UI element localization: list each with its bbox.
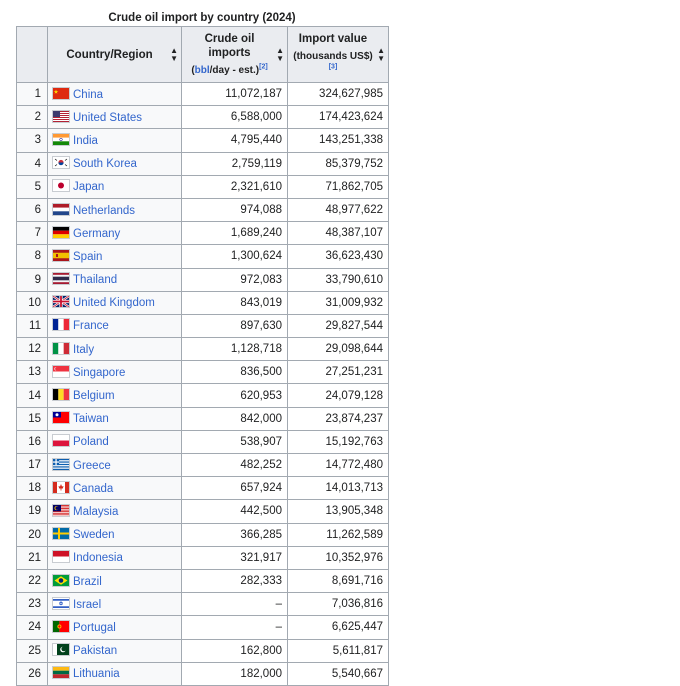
- rank-cell: 11: [17, 314, 48, 337]
- pakistan-flag-icon: [53, 644, 69, 655]
- imports-header[interactable]: [182, 27, 288, 83]
- imports-cell: 657,924: [182, 477, 288, 500]
- rank-cell: 23: [17, 593, 48, 616]
- china-flag-icon: [53, 88, 69, 99]
- country-cell: [48, 268, 182, 291]
- imports-cell: 897,630: [182, 314, 288, 337]
- value-cell: 11,262,589: [288, 523, 389, 546]
- country-cell: [48, 662, 182, 685]
- country-cell: [48, 106, 182, 129]
- singapore-flag-icon: [53, 366, 69, 377]
- imports-cell: 2,321,610: [182, 175, 288, 198]
- table-row: [17, 291, 389, 314]
- country-cell: [48, 222, 182, 245]
- taiwan-flag-icon: [53, 412, 69, 423]
- country-cell: [48, 245, 182, 268]
- table-row: [17, 593, 389, 616]
- country-link[interactable]: United Kingdom: [73, 297, 155, 310]
- value-cell: 48,977,622: [288, 198, 389, 221]
- rank-cell: 19: [17, 500, 48, 523]
- country-link[interactable]: Thailand: [73, 274, 118, 287]
- value-cell: 23,874,237: [288, 407, 389, 430]
- table-row: [17, 129, 389, 152]
- country-cell: [48, 430, 182, 453]
- imports-cell: 842,000: [182, 407, 288, 430]
- value-header-label: Import value: [298, 32, 368, 45]
- canada-flag-icon: [53, 482, 69, 493]
- imports-cell: 1,300,624: [182, 245, 288, 268]
- rank-cell: 20: [17, 523, 48, 546]
- value-cell: 5,540,667: [288, 662, 389, 685]
- rank-cell: 10: [17, 291, 48, 314]
- imports-cell: 1,689,240: [182, 222, 288, 245]
- india-flag-icon: [53, 134, 69, 145]
- table-row: [17, 500, 389, 523]
- value-cell: 8,691,716: [288, 569, 389, 592]
- country-cell: [48, 361, 182, 384]
- table-row: [17, 152, 389, 175]
- imports-unit: (bbl/day - est.)[2]: [191, 63, 268, 76]
- value-cell: 31,009,932: [288, 291, 389, 314]
- value-cell: 174,423,624: [288, 106, 389, 129]
- country-cell: [48, 314, 182, 337]
- value-cell: 6,625,447: [288, 616, 389, 639]
- table-caption: Crude oil import by country (2024): [108, 12, 296, 24]
- sort-arrows-icon[interactable]: ▲ ▼: [377, 45, 385, 63]
- japan-flag-icon: [53, 180, 69, 191]
- country-cell: [48, 175, 182, 198]
- table-row: [17, 361, 389, 384]
- country-link[interactable]: Greece: [73, 459, 111, 472]
- imports-cell: 11,072,187: [182, 83, 288, 106]
- imports-header-label: Crude oil imports: [204, 32, 255, 59]
- france-flag-icon: [53, 319, 69, 330]
- value-cell: 13,905,348: [288, 500, 389, 523]
- belgium-flag-icon: [53, 389, 69, 400]
- table-row: [17, 338, 389, 361]
- italy-flag-icon: [53, 343, 69, 354]
- country-link[interactable]: Netherlands: [73, 204, 136, 217]
- imports-cell: 974,088: [182, 198, 288, 221]
- country-header[interactable]: [48, 27, 182, 83]
- country-cell: [48, 593, 182, 616]
- rank-cell: 3: [17, 129, 48, 152]
- portugal-flag-icon: [53, 621, 69, 632]
- country-link[interactable]: India: [73, 134, 98, 147]
- lithuania-flag-icon: [53, 667, 69, 678]
- country-link[interactable]: Sweden: [73, 529, 115, 542]
- rank-cell: 8: [17, 245, 48, 268]
- table-row: [17, 662, 389, 685]
- rank-cell: 12: [17, 338, 48, 361]
- table-wrapper: [16, 10, 388, 686]
- table-row: [17, 384, 389, 407]
- imports-cell: 972,083: [182, 268, 288, 291]
- table-row: [17, 222, 389, 245]
- country-cell: [48, 639, 182, 662]
- country-link[interactable]: China: [73, 88, 104, 101]
- table-row: [17, 477, 389, 500]
- value-cell: 27,251,231: [288, 361, 389, 384]
- rank-cell: 22: [17, 569, 48, 592]
- sort-arrows-icon[interactable]: ▲ ▼: [276, 45, 284, 63]
- rank-cell: 24: [17, 616, 48, 639]
- value-unit: (thousands US$)[3]: [293, 50, 373, 71]
- rank-cell: 18: [17, 477, 48, 500]
- table-row: [17, 639, 389, 662]
- imports-cell: –: [182, 593, 288, 616]
- uk-flag-icon: [53, 296, 69, 307]
- country-cell: [48, 198, 182, 221]
- rank-cell: 6: [17, 198, 48, 221]
- country-cell: [48, 384, 182, 407]
- imports-cell: 2,759,119: [182, 152, 288, 175]
- rank-cell: 7: [17, 222, 48, 245]
- rank-cell: 17: [17, 454, 48, 477]
- rank-cell: 26: [17, 662, 48, 685]
- country-link[interactable]: Poland: [73, 436, 109, 449]
- country-cell: [48, 546, 182, 569]
- imports-cell: 538,907: [182, 430, 288, 453]
- country-link[interactable]: Portugal: [73, 621, 116, 634]
- country-link[interactable]: France: [73, 320, 109, 333]
- netherlands-flag-icon: [53, 204, 69, 215]
- table-row: [17, 430, 389, 453]
- imports-cell: 182,000: [182, 662, 288, 685]
- value-cell: 14,772,480: [288, 454, 389, 477]
- imports-cell: 843,019: [182, 291, 288, 314]
- table-row: [17, 83, 389, 106]
- value-cell: 14,013,713: [288, 477, 389, 500]
- country-cell: [48, 477, 182, 500]
- country-link[interactable]: Indonesia: [73, 552, 123, 565]
- country-cell: [48, 616, 182, 639]
- rank-cell: 1: [17, 83, 48, 106]
- rank-cell: 14: [17, 384, 48, 407]
- value-cell: 324,627,985: [288, 83, 389, 106]
- country-header-label: Country/Region: [66, 48, 153, 61]
- imports-cell: 321,917: [182, 546, 288, 569]
- malaysia-flag-icon: [53, 505, 69, 516]
- imports-cell: 4,795,440: [182, 129, 288, 152]
- rank-cell: 16: [17, 430, 48, 453]
- germany-flag-icon: [53, 227, 69, 238]
- table-body: [17, 83, 389, 686]
- value-cell: 5,611,817: [288, 639, 389, 662]
- imports-cell: 442,500: [182, 500, 288, 523]
- country-cell: [48, 454, 182, 477]
- greece-flag-icon: [53, 459, 69, 470]
- table-row: [17, 245, 389, 268]
- country-cell: [48, 500, 182, 523]
- country-link[interactable]: Italy: [73, 343, 95, 356]
- spain-flag-icon: [53, 250, 69, 261]
- rank-cell: 21: [17, 546, 48, 569]
- sweden-flag-icon: [53, 528, 69, 539]
- rank-cell: 5: [17, 175, 48, 198]
- country-cell: [48, 291, 182, 314]
- imports-cell: –: [182, 616, 288, 639]
- country-link[interactable]: Israel: [73, 598, 102, 611]
- imports-cell: 282,333: [182, 569, 288, 592]
- country-link[interactable]: Malaysia: [73, 505, 119, 518]
- imports-cell: 1,128,718: [182, 338, 288, 361]
- value-cell: 71,862,705: [288, 175, 389, 198]
- country-link[interactable]: Belgium: [73, 390, 115, 403]
- table-row: [17, 454, 389, 477]
- country-cell: [48, 152, 182, 175]
- country-cell: [48, 338, 182, 361]
- value-cell: 33,790,610: [288, 268, 389, 291]
- country-link[interactable]: Brazil: [73, 575, 102, 588]
- table-row: [17, 616, 389, 639]
- rank-cell: 9: [17, 268, 48, 291]
- value-cell: 85,379,752: [288, 152, 389, 175]
- poland-flag-icon: [53, 435, 69, 446]
- country-link[interactable]: Germany: [73, 227, 121, 240]
- country-link[interactable]: United States: [73, 111, 143, 124]
- value-cell: 29,098,644: [288, 338, 389, 361]
- rank-cell: 2: [17, 106, 48, 129]
- imports-cell: 482,252: [182, 454, 288, 477]
- country-cell: [48, 129, 182, 152]
- value-cell: 29,827,544: [288, 314, 389, 337]
- usa-flag-icon: [53, 111, 69, 122]
- imports-cell: 620,953: [182, 384, 288, 407]
- ref-link-2[interactable]: [2]: [259, 63, 268, 71]
- country-cell: [48, 407, 182, 430]
- value-cell: 143,251,338: [288, 129, 389, 152]
- header-row: [17, 27, 389, 83]
- imports-cell: 366,285: [182, 523, 288, 546]
- value-cell: 36,623,430: [288, 245, 389, 268]
- table-row: [17, 546, 389, 569]
- thailand-flag-icon: [53, 273, 69, 284]
- country-cell: [48, 569, 182, 592]
- country-link[interactable]: Japan: [73, 181, 105, 194]
- value-cell: 24,079,128: [288, 384, 389, 407]
- table-row: [17, 407, 389, 430]
- country-link[interactable]: Taiwan: [73, 413, 109, 426]
- imports-cell: 162,800: [182, 639, 288, 662]
- sort-arrows-icon[interactable]: ▲ ▼: [170, 45, 178, 63]
- table-row: [17, 523, 389, 546]
- rank-cell: 4: [17, 152, 48, 175]
- table-row: [17, 268, 389, 291]
- brazil-flag-icon: [53, 575, 69, 586]
- country-link[interactable]: Lithuania: [73, 668, 120, 681]
- rank-header: [17, 27, 48, 83]
- indonesia-flag-icon: [53, 551, 69, 562]
- country-cell: [48, 523, 182, 546]
- rank-cell: 13: [17, 361, 48, 384]
- country-link[interactable]: South Korea: [73, 158, 137, 171]
- value-cell: 48,387,107: [288, 222, 389, 245]
- table-row: [17, 569, 389, 592]
- imports-cell: 6,588,000: [182, 106, 288, 129]
- value-cell: 7,036,816: [288, 593, 389, 616]
- ref-link-3[interactable]: [3]: [328, 63, 338, 71]
- country-link[interactable]: Singapore: [73, 366, 126, 379]
- rank-cell: 15: [17, 407, 48, 430]
- value-cell: 15,192,763: [288, 430, 389, 453]
- country-link[interactable]: Canada: [73, 482, 114, 495]
- imports-cell: 836,500: [182, 361, 288, 384]
- table-row: [17, 198, 389, 221]
- table-row: [17, 314, 389, 337]
- country-link[interactable]: Pakistan: [73, 645, 118, 658]
- table-row: [17, 106, 389, 129]
- country-link[interactable]: Spain: [73, 250, 103, 263]
- rank-cell: 25: [17, 639, 48, 662]
- country-cell: [48, 83, 182, 106]
- south-korea-flag-icon: [53, 157, 69, 168]
- value-header[interactable]: [288, 27, 389, 83]
- value-cell: 10,352,976: [288, 546, 389, 569]
- table-row: [17, 175, 389, 198]
- israel-flag-icon: [53, 598, 69, 609]
- bbl-link[interactable]: bbl: [194, 64, 210, 76]
- crude-oil-import-table: [16, 26, 389, 686]
